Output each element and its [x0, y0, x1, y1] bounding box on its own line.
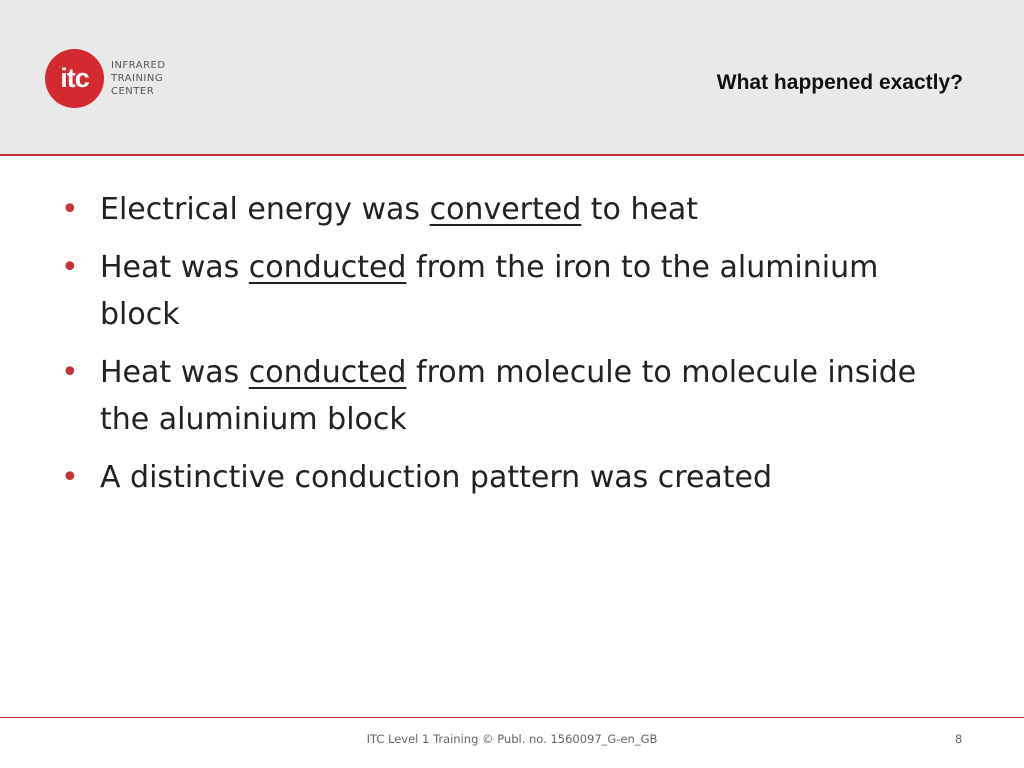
bullet-text: A distinctive conduction pattern was created	[100, 460, 773, 495]
page-number: 8	[955, 732, 963, 746]
bullet-text: Heat was	[100, 355, 249, 390]
bullet-dot-icon: •	[61, 460, 79, 495]
itc-logo-mark: itc	[45, 49, 104, 108]
bullet-item	[56, 186, 956, 233]
logo-line-training: TRAINING	[111, 73, 164, 84]
itc-logo	[45, 49, 166, 108]
bullet-text: Electrical energy was	[100, 192, 430, 227]
slide-title: What happened exactly?	[716, 71, 963, 94]
bullet-dot-icon: •	[61, 250, 79, 285]
bullet-list	[56, 186, 956, 512]
bullet-emphasis: converted	[429, 192, 582, 227]
bullet-item	[56, 454, 956, 501]
bullet-text: from the iron to the aluminium block	[100, 250, 879, 332]
bullet-emphasis: conducted	[248, 250, 407, 285]
bullet-dot-icon: •	[61, 192, 79, 227]
bullet-text: from molecule to molecule inside the aluminium block	[100, 355, 917, 437]
itc-logo-text	[111, 59, 166, 98]
bullet-dot-icon: •	[61, 355, 79, 390]
footer-divider	[0, 717, 1024, 718]
bullet-emphasis: conducted	[248, 355, 407, 390]
bullet-text: to heat	[581, 192, 699, 227]
bullet-item	[56, 349, 956, 443]
logo-line-infrared: INFRARED	[111, 60, 166, 71]
bullet-text: Heat was	[100, 250, 249, 285]
bullet-item	[56, 244, 956, 338]
slide-header	[0, 0, 1024, 156]
footer-publication-text: ITC Level 1 Training © Publ. no. 1560097_G-en_GB	[366, 732, 658, 746]
logo-line-center: CENTER	[111, 86, 155, 97]
